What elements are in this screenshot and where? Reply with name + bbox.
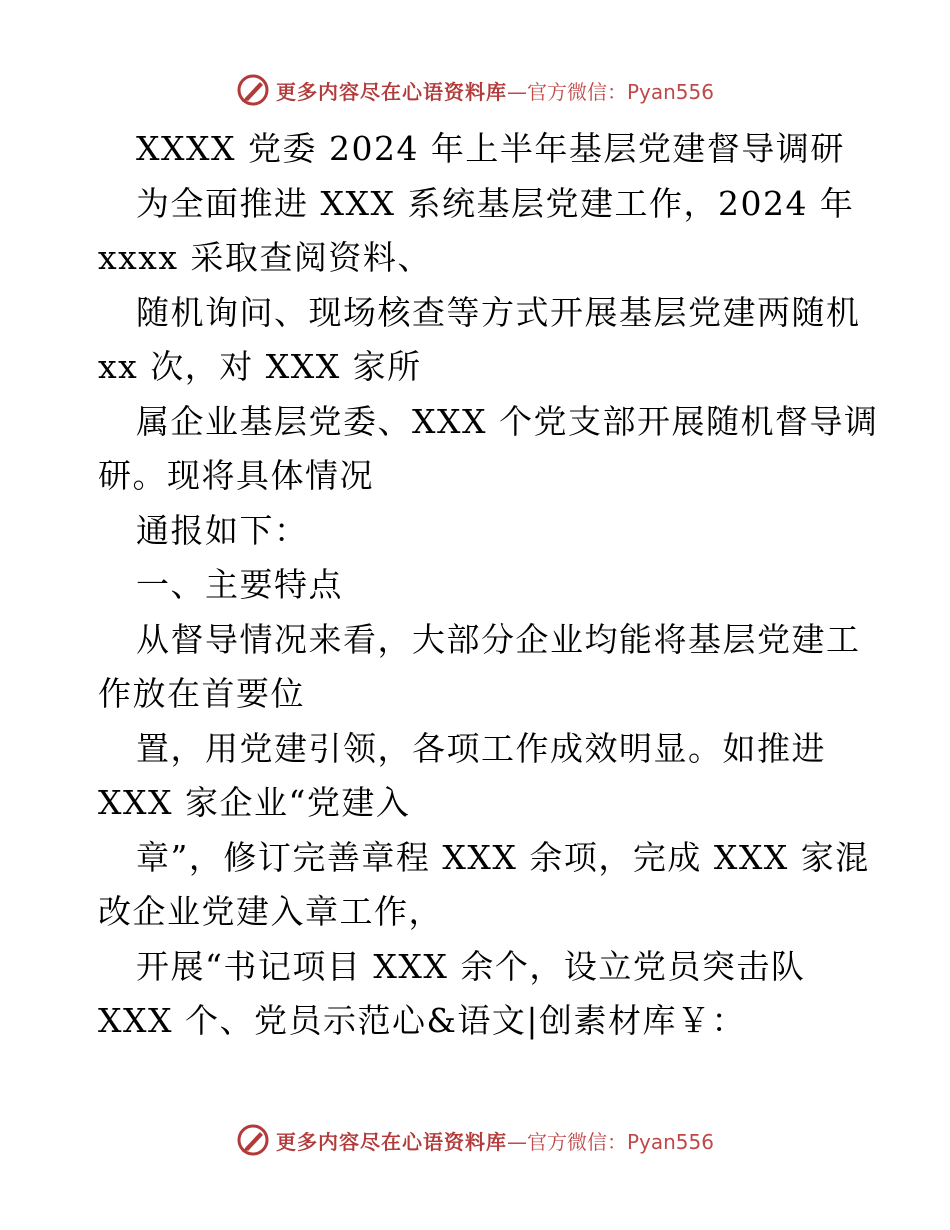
watermark-banner-top — [0, 70, 950, 110]
watermark-main-text: 更多内容尽在心语资料库 — [275, 79, 507, 104]
body-text-line: 一、主要特点 — [136, 565, 343, 604]
body-text-line: 研。现将具体情况 — [98, 456, 374, 495]
body-text-line: 随机询问、现场核查等方式开展基层党建两随机 — [136, 292, 861, 332]
body-text-line: 通报如下： — [136, 510, 309, 550]
body-text-line: 属企业基层党委、XXX 个党支部开展随机督导调 — [136, 401, 879, 441]
body-text-line: 作放在首要位 — [98, 674, 305, 713]
document-body — [98, 122, 888, 1049]
body-text-line: xx 次，对 XXX 家所 — [98, 347, 422, 386]
watermark-contact-text: —官方微信：Pyan556 — [506, 1129, 714, 1154]
body-text-line: 置，用党建引领，各项工作成效明显。如推进 — [136, 728, 826, 768]
watermark-contact-text: —官方微信：Pyan556 — [506, 79, 714, 104]
body-text-line: 为全面推进 XXX 系统基层党建工作，2024 年 — [136, 183, 855, 223]
pen-logo-icon — [236, 1123, 270, 1157]
body-text-line: 改企业党建入章工作， — [98, 892, 443, 931]
body-text-line: XXXX 党委 2024 年上半年基层党建督导调研 — [136, 129, 845, 168]
body-text-line: 章”，修订完善章程 XXX 余项，完成 XXX 家混 — [136, 837, 870, 877]
body-text-line: 从督导情况来看，大部分企业均能将基层党建工 — [136, 619, 861, 659]
pen-logo-icon — [236, 73, 270, 107]
watermark-main-text: 更多内容尽在心语资料库 — [275, 1129, 507, 1154]
watermark-banner-bottom — [0, 1120, 950, 1160]
body-text-line: XXX 个、党员示范心&语文|创素材库￥： — [98, 1001, 746, 1040]
body-text-line: XXX 家企业“党建入 — [98, 783, 411, 822]
body-text-line: xxxx 采取查阅资料、 — [98, 238, 432, 277]
body-text-line: 开展“书记项目 XXX 余个，设立党员突击队 — [136, 946, 806, 986]
